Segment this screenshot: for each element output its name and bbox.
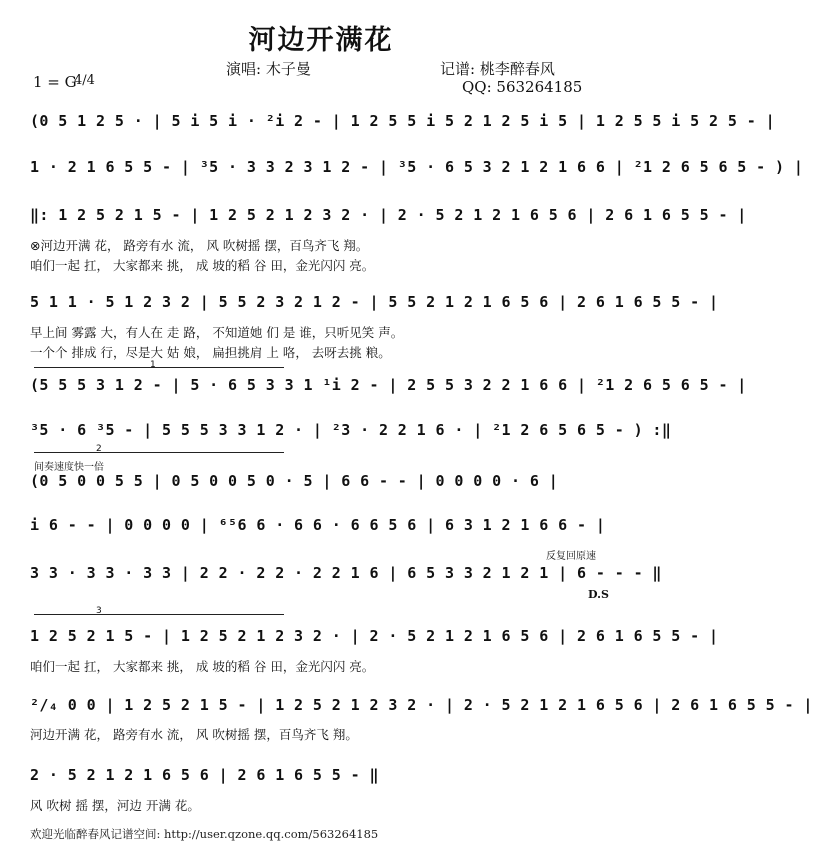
volta-bracket bbox=[34, 452, 284, 457]
transcriber: 记谱: 桃李醉春风 bbox=[440, 60, 555, 78]
score-line: (0 5 0 0 5 5 | 0 5 0 0 5 0 · 5 | 6 6 - - | 0 0 0 0 · 6 | bbox=[30, 472, 559, 490]
singer: 演唱: 木子曼 bbox=[226, 60, 311, 78]
score-line: ²/₄ 0 0 | 1 2 5 2 1 5 - | 1 2 5 2 1 2 3 2 · | 2 · 5 2 1 2 1 6 5 6 | 2 6 1 6 5 5 - | bbox=[30, 696, 813, 714]
lyric-line: 咱们一起 扛， 大家都来 挑， 成 坡的稻 谷 田，金光闪闪 亮。 bbox=[30, 258, 375, 273]
volta-number: 2 bbox=[96, 444, 102, 454]
volta-number: 1 bbox=[150, 360, 156, 370]
lyric-line: 一个个 排成 行，尽是大 姑 娘， 扁担挑肩 上 咯， 去呀去挑 粮。 bbox=[30, 345, 391, 360]
dal-segno-mark: D.S bbox=[588, 588, 609, 601]
lyric-line: 河边开满 花， 路旁有水 流， 风 吹树摇 摆，百鸟齐飞 翔。 bbox=[30, 727, 358, 742]
score-line: 5 1 1 · 5 1 2 3 2 | 5 5 2 3 2 1 2 - | 5 5 2 1 2 1 6 5 6 | 2 6 1 6 5 5 - | bbox=[30, 293, 719, 311]
lyric-line: 咱们一起 扛， 大家都来 挑， 成 坡的稻 谷 田，金光闪闪 亮。 bbox=[30, 659, 375, 674]
score-line: 1 · 2 1 6 5 5 - | ³5 · 3 3 2 3 1 2 - | ³5 · 6 5 3 2 1 2 1 6 6 | ²1 2 6 5 6 5 - ) | bbox=[30, 158, 804, 176]
lyric-line: ⊗河边开满 花， 路旁有水 流， 风 吹树摇 摆，百鸟齐飞 翔。 bbox=[30, 238, 369, 253]
score-line: 3 3 · 3 3 · 3 3 | 2 2 · 2 2 · 2 2 1 6 | 6 5 3 3 2 1 2 1 | 6 - - - ‖ bbox=[30, 564, 662, 582]
key-signature: 1 = G bbox=[33, 73, 77, 91]
volta-number: 3 bbox=[96, 606, 102, 616]
score-line: 2 · 5 2 1 2 1 6 5 6 | 2 6 1 6 5 5 - ‖ bbox=[30, 766, 379, 784]
time-signature: 4/4 bbox=[74, 73, 95, 88]
lyric-line: 早上间 雾露 大，有人在 走 路， 不知道她 们 是 谁，只听见笑 声。 bbox=[30, 325, 404, 340]
volta-bracket bbox=[34, 367, 284, 372]
song-title: 河边开满花 bbox=[248, 25, 394, 56]
volta-bracket bbox=[34, 614, 284, 619]
interlude-tempo-note: 间奏速度快一倍 bbox=[34, 462, 104, 473]
score-line: (5 5 5 3 1 2 - | 5 · 6 5 3 3 1 ¹i 2 - | 2 5 5 3 2 2 1 6 6 | ²1 2 6 5 6 5 - | bbox=[30, 376, 747, 394]
lyric-line: 风 吹树 摇 摆，河边 开满 花。 bbox=[30, 798, 200, 813]
score-line: ‖: 1 2 5 2 1 5 - | 1 2 5 2 1 2 3 2 · | 2 · 5 2 1 2 1 6 5 6 | 2 6 1 6 5 5 - | bbox=[30, 206, 747, 224]
score-line: ³5 · 6 ³5 - | 5 5 5 3 3 1 2 · | ²3 · 2 2 1 6 · | ²1 2 6 5 6 5 - ) :‖ bbox=[30, 421, 672, 439]
score-line: 1 2 5 2 1 5 - | 1 2 5 2 1 2 3 2 · | 2 · 5 2 1 2 1 6 5 6 | 2 6 1 6 5 5 - | bbox=[30, 627, 719, 645]
score-line: i 6 - - | 0 0 0 0 | ⁶⁵6 6 · 6 6 · 6 6 5 6 | 6 3 1 2 1 6 6 - | bbox=[30, 516, 606, 534]
qq-number: QQ: 563264185 bbox=[462, 78, 583, 96]
footer-text: 欢迎光临醉春风记谱空间: http://user.qzone.qq.com/563264185 bbox=[30, 827, 379, 841]
score-line: (0 5 1 2 5 · | 5 i 5 i · ²i 2 - | 1 2 5 5 i 5 2 1 2 5 i 5 | 1 2 5 5 i 5 2 5 - | bbox=[30, 112, 776, 130]
repeat-tempo-note: 反复回原速 bbox=[546, 551, 596, 562]
